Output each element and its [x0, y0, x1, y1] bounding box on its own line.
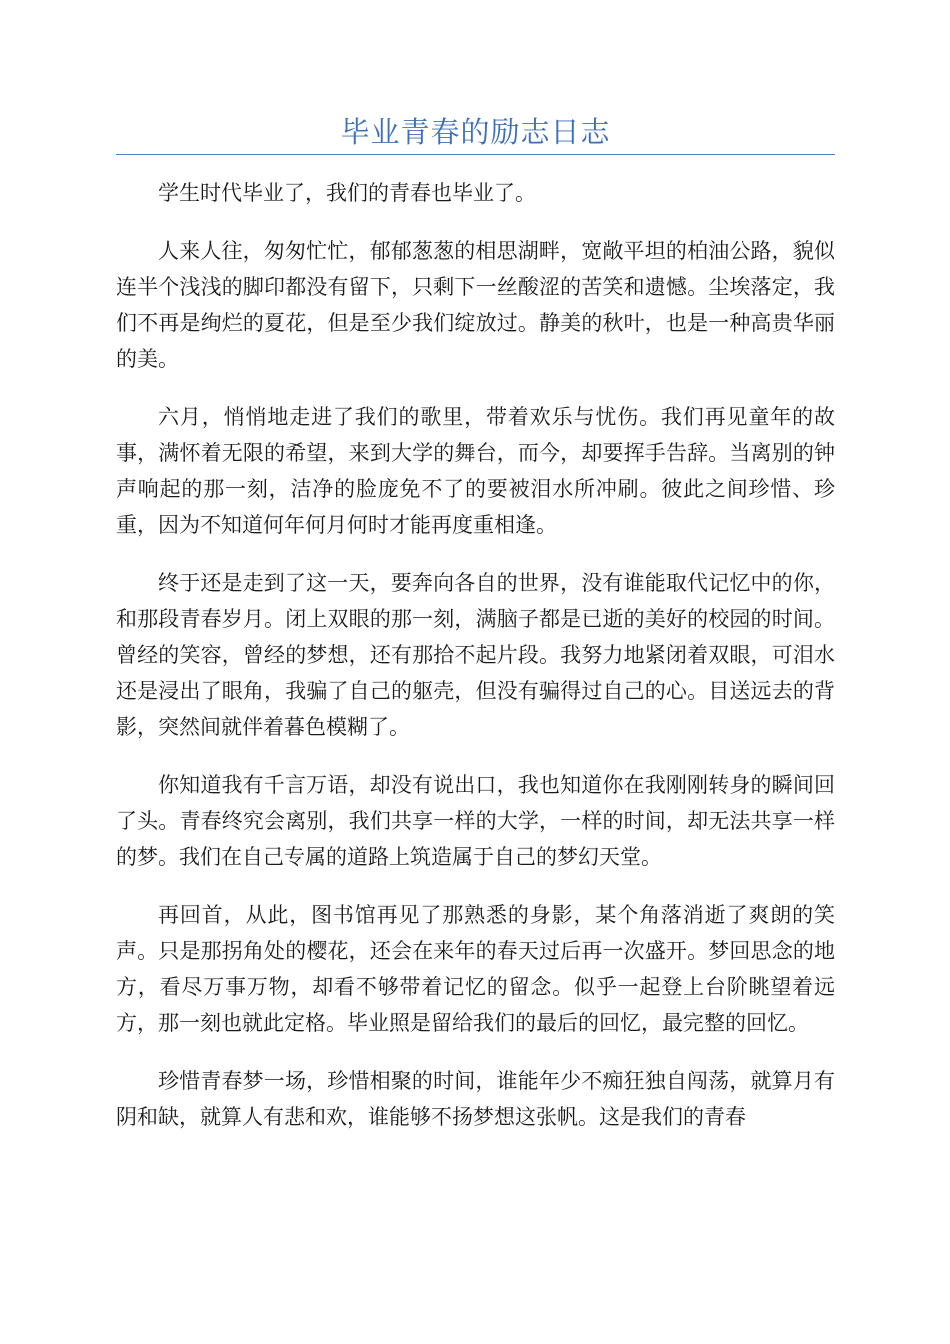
document-body — [116, 175, 835, 1157]
paragraph: 六月，悄悄地走进了我们的歌里，带着欢乐与忧伤。我们再见童年的故事，满怀着无限的希望，来到大学的舞台，而今，却要挥手告辞。当离别的钟声响起的那一刻，洁净的脸庞免不了的要被泪水所冲刷。彼此之间珍惜、珍重，因为不知道何年何月何时才能再度重相逢。 — [116, 405, 835, 537]
document-title: 毕业青春的励志日志 — [340, 115, 611, 149]
paragraph: 珍惜青春梦一场，珍惜相聚的时间，谁能年少不痴狂独自闯荡，就算月有阴和缺，就算人有悲和欢，谁能够不扬梦想这张帆。这是我们的青春 — [116, 1069, 835, 1129]
paragraph: 再回首，从此，图书馆再见了那熟悉的身影，某个角落消逝了爽朗的笑声。只是那拐角处的樱花，还会在来年的春天过后再一次盛开。梦回思念的地方，看尽万事万物，却看不够带着记忆的留念。似乎一起登上台阶眺望着远方，那一刻也就此定格。毕业照是留给我们的最后的回忆，最完整的回忆。 — [116, 903, 835, 1035]
title-block — [116, 112, 835, 155]
paragraph: 人来人往，匆匆忙忙，郁郁葱葱的相思湖畔，宽敞平坦的柏油公路，貌似连半个浅浅的脚印都没有留下，只剩下一丝酸涩的苦笑和遗憾。尘埃落定，我们不再是绚烂的夏花，但是至少我们绽放过。静美的秋叶，也是一种高贵华丽的美。 — [116, 239, 835, 371]
paragraph: 终于还是走到了这一天，要奔向各自的世界，没有谁能取代记忆中的你，和那段青春岁月。闭上双眼的那一刻，满脑子都是已逝的美好的校园的时间。曾经的笑容，曾经的梦想，还有那拾不起片段。我努力地紧闭着双眼，可泪水还是浸出了眼角，我骗了自己的躯壳，但没有骗得过自己的心。目送远去的背影，突然间就伴着暮色模糊了。 — [116, 571, 835, 739]
paragraph: 你知道我有千言万语，却没有说出口，我也知道你在我刚刚转身的瞬间回了头。青春终究会离别，我们共享一样的大学，一样的时间，却无法共享一样的梦。我们在自己专属的道路上筑造属于自己的梦幻天堂。 — [116, 773, 835, 869]
paragraph: 学生时代毕业了，我们的青春也毕业了。 — [158, 181, 536, 205]
title-underline — [116, 154, 835, 155]
